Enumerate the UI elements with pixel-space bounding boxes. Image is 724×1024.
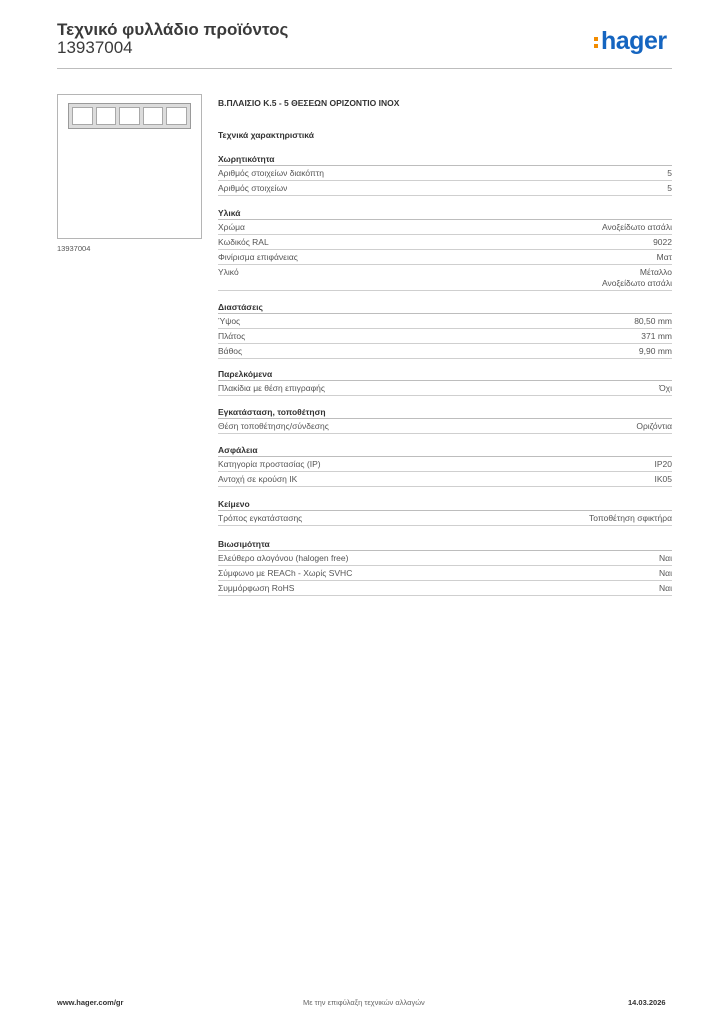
spec-label: Τρόπος εγκατάστασης [218,513,303,523]
spec-section-title: Βιωσιμότητα [218,538,672,551]
spec-label: Σύμφωνο με REACh - Χωρίς SVHC [218,568,353,578]
spec-label: Ύψος [218,316,241,326]
product-name: Β.ΠΛΑΙΣΙΟ Κ.5 - 5 ΘΕΣΕΩΝ ΟΡΙΖΟΝΤΙΟ ΙΝΟΧ [218,98,400,108]
product-image-caption: 13937004 [57,244,91,253]
spec-section [218,444,672,487]
spec-row [218,265,672,291]
spec-value: Οριζόντια [636,421,672,431]
spec-value: Ματ [656,252,672,262]
spec-row [218,329,672,344]
spec-section-title: Εγκατάσταση, τοποθέτηση [218,406,672,419]
spec-value: IK05 [654,474,672,484]
spec-label: Κατηγορία προστασίας (IP) [218,459,321,469]
spec-row [218,181,672,196]
spec-section-title: Χωρητικότητα [218,153,672,166]
spec-row [218,581,672,596]
header-divider [57,68,672,69]
spec-label: Κωδικός RAL [218,237,269,247]
spec-value: 9022 [653,237,672,247]
footer-website[interactable]: www.hager.com/gr [57,998,124,1007]
spec-label: Αντοχή σε κρούση IK [218,474,298,484]
spec-value: 5 [667,168,672,178]
spec-label: Αριθμός στοιχείων [218,183,288,193]
spec-row [218,344,672,359]
spec-label: Πλακίδια με θέση επιγραφής [218,383,325,393]
spec-value: Τοποθέτηση σφικτήρα [588,513,672,523]
spec-section-title: Υλικά [218,207,672,220]
spec-row [218,419,672,434]
spec-section [218,498,672,526]
spec-row [218,551,672,566]
spec-row [218,250,672,265]
spec-section [218,406,672,434]
spec-row [218,235,672,250]
spec-value: Μέταλλο Ανοξείδωτο ατσάλι [601,267,672,288]
spec-label: Φινίρισμα επιφάνειας [218,252,298,262]
spec-section [218,538,672,596]
spec-label: Ελεύθερο αλογόνου (halogen free) [218,553,349,563]
spec-value: 80,50 mm [634,316,672,326]
five-gang-frame-illustration [68,103,191,129]
footer-date: 14.03.2026 [628,998,666,1007]
spec-label: Βάθος [218,346,243,356]
spec-row [218,381,672,396]
document-product-code: 13937004 [57,38,133,57]
spec-value: 371 mm [641,331,672,341]
spec-section [218,368,672,396]
spec-label: Υλικό [218,267,239,277]
spec-section-title: Ασφάλεια [218,444,672,457]
spec-value: 9,90 mm [638,346,672,356]
spec-row [218,314,672,329]
spec-section-title: Διαστάσεις [218,301,672,314]
footer-notice: Με την επιφύλαξη τεχνικών αλλαγών [303,998,425,1007]
spec-row [218,566,672,581]
spec-label: Πλάτος [218,331,246,341]
spec-value: 5 [667,183,672,193]
spec-value: Ναι [659,568,672,578]
spec-row [218,511,672,526]
hager-logo [594,27,667,56]
spec-value: Όχι [659,383,672,393]
spec-label: Χρώμα [218,222,245,232]
spec-section-title: Κείμενο [218,498,672,511]
spec-row [218,220,672,235]
technical-features-heading: Τεχνικά χαρακτηριστικά [218,130,314,140]
spec-row [218,457,672,472]
product-image [57,94,202,239]
spec-section [218,153,672,196]
spec-value: IP20 [654,459,672,469]
spec-value: Ναι [659,553,672,563]
logo-text: hager [601,27,667,55]
spec-label: Θέση τοποθέτησης/σύνδεσης [218,421,329,431]
spec-label: Αριθμός στοιχείων διακόπτη [218,168,324,178]
document-title: Τεχνικό φυλλάδιο προϊόντος [57,20,289,39]
spec-label: Συμμόρφωση RoHS [218,583,295,593]
spec-section-title: Παρελκόμενα [218,368,672,381]
spec-row [218,472,672,487]
spec-section [218,301,672,359]
spec-value: Ναι [659,583,672,593]
logo-dots-icon [594,34,599,50]
spec-value: Ανοξείδωτο ατσάλι [601,222,672,232]
spec-section [218,207,672,291]
spec-row [218,166,672,181]
